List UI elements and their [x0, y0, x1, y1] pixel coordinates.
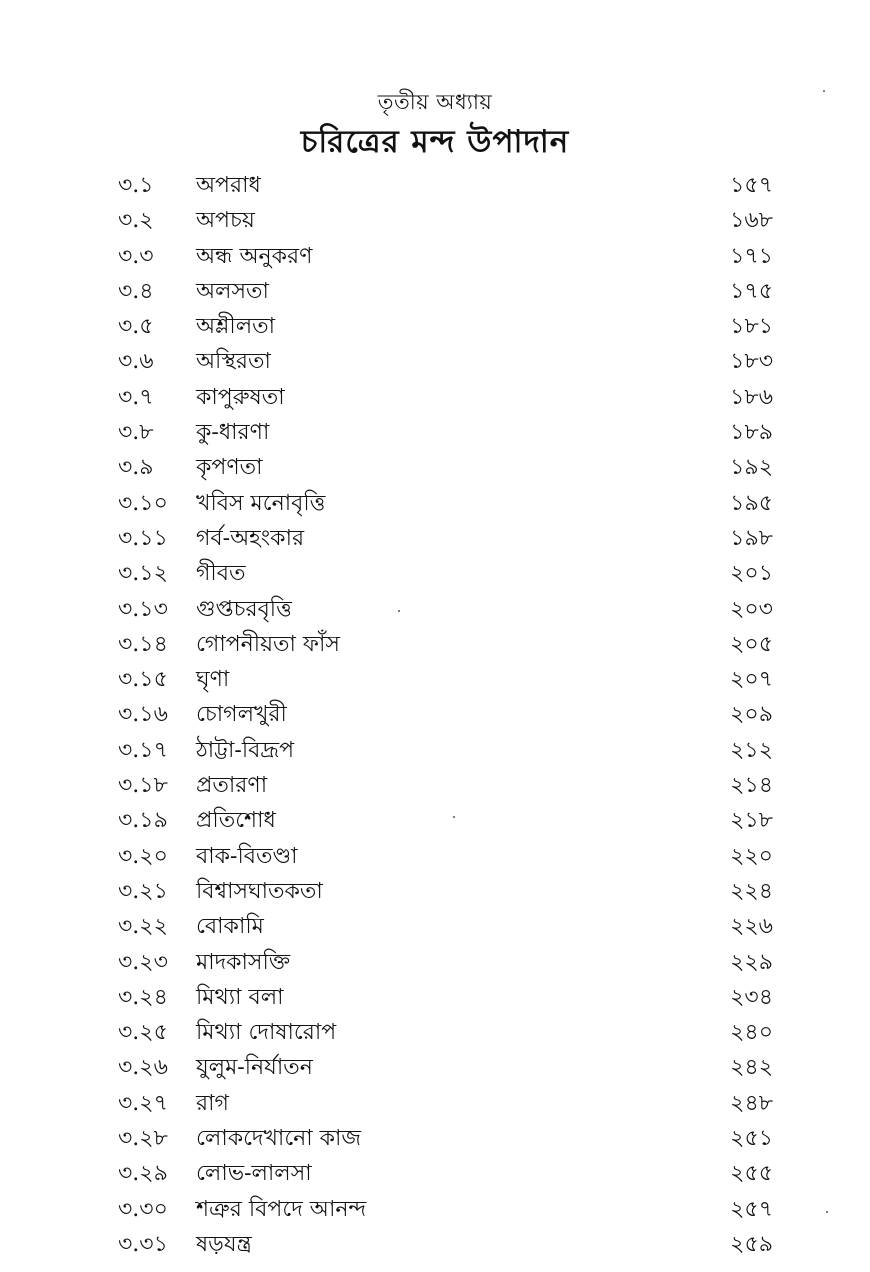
toc-entry-page: ১৯৮ — [730, 525, 773, 551]
toc-entry-title: অপচয় — [196, 208, 255, 234]
toc-entry-page: ১৮৩ — [730, 349, 773, 375]
toc-entry-title: বোকামি — [196, 914, 264, 940]
toc-entry-number: ৩.২২ — [118, 914, 168, 940]
toc-entry — [0, 556, 870, 591]
toc-entry-number: ৩.১৩ — [118, 596, 168, 622]
toc-entry-title: ঘৃণা — [196, 667, 230, 693]
toc-entry-title: গর্ব-অহংকার — [196, 525, 305, 551]
toc-entry-page: ১৭৫ — [730, 278, 773, 304]
toc-entry-title: শত্রুর বিপদে আনন্দ — [196, 1196, 367, 1222]
toc-entry-number: ৩.২ — [118, 208, 154, 234]
toc-entry-number: ৩.২৭ — [118, 1090, 168, 1116]
toc-entry-title: বাক-বিতণ্ডা — [196, 843, 298, 869]
toc-entry-title: গোপনীয়তা ফাঁস — [196, 631, 340, 657]
toc-entry-title: প্রতারণা — [196, 773, 268, 799]
scan-speck — [826, 1211, 828, 1213]
toc-entry — [0, 309, 870, 344]
toc-entry-title: যুলুম-নির্যাতন — [196, 1055, 313, 1081]
toc-entry — [0, 380, 870, 415]
toc-entry-title: রাগ — [196, 1090, 229, 1116]
toc-entry-title: অপরাধ — [196, 173, 261, 198]
toc-entry — [0, 344, 870, 379]
toc-entry — [0, 239, 870, 274]
toc-entry — [0, 1086, 870, 1121]
toc-entry — [0, 839, 870, 874]
toc-entry-number: ৩.১৮ — [118, 773, 168, 799]
toc-entry-page: ২৫৭ — [730, 1196, 773, 1222]
toc-entry-number: ৩.৮ — [118, 420, 154, 446]
toc-entry-number: ৩.৭ — [118, 384, 154, 410]
scan-speck — [453, 816, 455, 818]
toc-entry-title: গীবত — [196, 561, 246, 587]
toc-entry-page: ১৬৮ — [730, 208, 773, 234]
toc-entry — [0, 980, 870, 1015]
scan-speck — [398, 610, 400, 612]
toc-entry-page: ১৯৫ — [730, 490, 773, 516]
toc-entry-page: ২৪০ — [730, 1020, 773, 1046]
toc-entry — [0, 168, 870, 203]
toc-entry-page: ২২৬ — [730, 914, 773, 940]
toc-entry — [0, 450, 870, 485]
toc-entry-title: ষড়যন্ত্র — [196, 1231, 252, 1257]
scan-speck — [823, 90, 825, 92]
toc-entry — [0, 1050, 870, 1085]
toc-entry-page: ২১২ — [730, 737, 773, 763]
toc-entry-number: ৩.৩ — [118, 243, 154, 269]
toc-entry-number: ৩.৪ — [118, 278, 154, 304]
toc-entry — [0, 697, 870, 732]
toc-entry-page: ২২০ — [730, 843, 773, 869]
toc-entry-number: ৩.১ — [118, 173, 154, 198]
toc-entry-number: ৩.২৫ — [118, 1020, 168, 1046]
toc-entry-number: ৩.১২ — [118, 561, 168, 587]
toc-entry-page: ২৪৮ — [730, 1090, 773, 1116]
toc-entry-number: ৩.২০ — [118, 843, 168, 869]
toc-entry-page: ২০৫ — [730, 631, 773, 657]
toc-entry — [0, 768, 870, 803]
toc-entry — [0, 662, 870, 697]
toc-entry — [0, 1227, 870, 1262]
toc-entry-title: চোগলখুরী — [196, 702, 287, 728]
toc-entry — [0, 803, 870, 838]
toc-entry-page: ২১৪ — [730, 773, 773, 799]
toc-entry-number: ৩.২৯ — [118, 1161, 168, 1187]
toc-entry — [0, 909, 870, 944]
toc-entry — [0, 1015, 870, 1050]
toc-entry-page: ২২৯ — [730, 949, 773, 975]
toc-entry-number: ৩.২৩ — [118, 949, 168, 975]
toc-entry — [0, 1192, 870, 1227]
toc-entry-number: ৩.২৪ — [118, 984, 168, 1010]
toc-entry-number: ৩.১৬ — [118, 702, 168, 728]
toc-entry-page: ২৫৫ — [730, 1161, 773, 1187]
toc-entry-title: খবিস মনোবৃত্তি — [196, 490, 326, 516]
toc-entry-title: বিশ্বাসঘাতকতা — [196, 878, 323, 904]
toc-entry — [0, 627, 870, 662]
toc-entry-page: ২১৮ — [730, 808, 773, 834]
toc-entry-number: ৩.২৬ — [118, 1055, 168, 1081]
toc-entry — [0, 874, 870, 909]
toc-entry-number: ৩.১৪ — [118, 631, 168, 657]
toc-entry-number: ৩.১৭ — [118, 737, 168, 763]
toc-entry-number: ৩.১৫ — [118, 667, 168, 693]
toc-entry-number: ৩.৩০ — [118, 1196, 168, 1222]
toc-entry-page: ২০১ — [730, 561, 773, 587]
toc-entry-title: অন্ধ অনুকরণ — [196, 243, 313, 269]
toc-entry-page: ২৫১ — [730, 1126, 773, 1152]
toc-entry-page: ২০৩ — [730, 596, 773, 622]
toc-entry-title: অস্থিরতা — [196, 349, 271, 375]
chapter-title: চরিত্রের মন্দ উপাদান — [300, 124, 570, 160]
toc-entry-title: কৃপণতা — [196, 455, 263, 481]
toc-entry-title: মিথ্যা বলা — [196, 984, 284, 1010]
toc-entry-title: লোভ-লালসা — [196, 1161, 312, 1187]
toc-entry-title: গুপ্তচরবৃত্তি — [196, 596, 292, 622]
toc-entry-title: কু-ধারণা — [196, 420, 270, 446]
toc-entry-page: ১৮৯ — [730, 420, 773, 446]
toc-entry-page: ২২৪ — [730, 878, 773, 904]
toc-entry-number: ৩.৯ — [118, 455, 154, 481]
toc-entry-number: ৩.১০ — [118, 490, 168, 516]
toc-entry-number: ৩.৫ — [118, 314, 154, 340]
toc-entry — [0, 733, 870, 768]
toc-entry-number: ৩.৩১ — [118, 1231, 168, 1257]
toc-entry-title: অশ্লীলতা — [196, 314, 275, 340]
toc-entry-page: ২০৭ — [730, 667, 773, 693]
toc-entry — [0, 415, 870, 450]
toc-entry-page: ১৭১ — [730, 243, 773, 269]
toc-entry — [0, 1156, 870, 1191]
toc-entry-page: ২৩৪ — [730, 984, 773, 1010]
toc-entry-title: কাপুরুষতা — [196, 384, 285, 410]
table-of-contents — [0, 168, 870, 1262]
toc-entry-page: ১৮১ — [730, 314, 773, 340]
toc-entry — [0, 521, 870, 556]
toc-entry — [0, 945, 870, 980]
toc-entry — [0, 203, 870, 238]
toc-entry — [0, 274, 870, 309]
toc-entry — [0, 1121, 870, 1156]
toc-entry-number: ৩.২৮ — [118, 1126, 168, 1152]
toc-entry-title: ঠাট্টা-বিদ্রূপ — [196, 737, 295, 763]
toc-entry-title: প্রতিশোধ — [196, 808, 276, 834]
toc-entry-number: ৩.১১ — [118, 525, 168, 551]
toc-entry-number: ৩.২১ — [118, 878, 168, 904]
toc-entry-page: ১৮৬ — [730, 384, 773, 410]
toc-entry-title: মিথ্যা দোষারোপ — [196, 1020, 337, 1046]
toc-entry-title: লোকদেখানো কাজ — [196, 1126, 362, 1152]
toc-entry-page: ১৫৭ — [730, 173, 773, 198]
toc-entry-title: মাদকাসক্তি — [196, 949, 291, 975]
toc-entry-page: ২০৯ — [730, 702, 773, 728]
toc-entry — [0, 592, 870, 627]
toc-entry-title: অলসতা — [196, 278, 269, 304]
toc-entry-page: ২৫৯ — [730, 1231, 773, 1257]
toc-entry-number: ৩.৬ — [118, 349, 154, 375]
toc-entry-page: ১৯২ — [730, 455, 773, 481]
toc-entry-page: ২৪২ — [730, 1055, 773, 1081]
toc-entry-number: ৩.১৯ — [118, 808, 168, 834]
chapter-label: তৃতীয় অধ্যায় — [377, 90, 493, 114]
toc-entry — [0, 486, 870, 521]
